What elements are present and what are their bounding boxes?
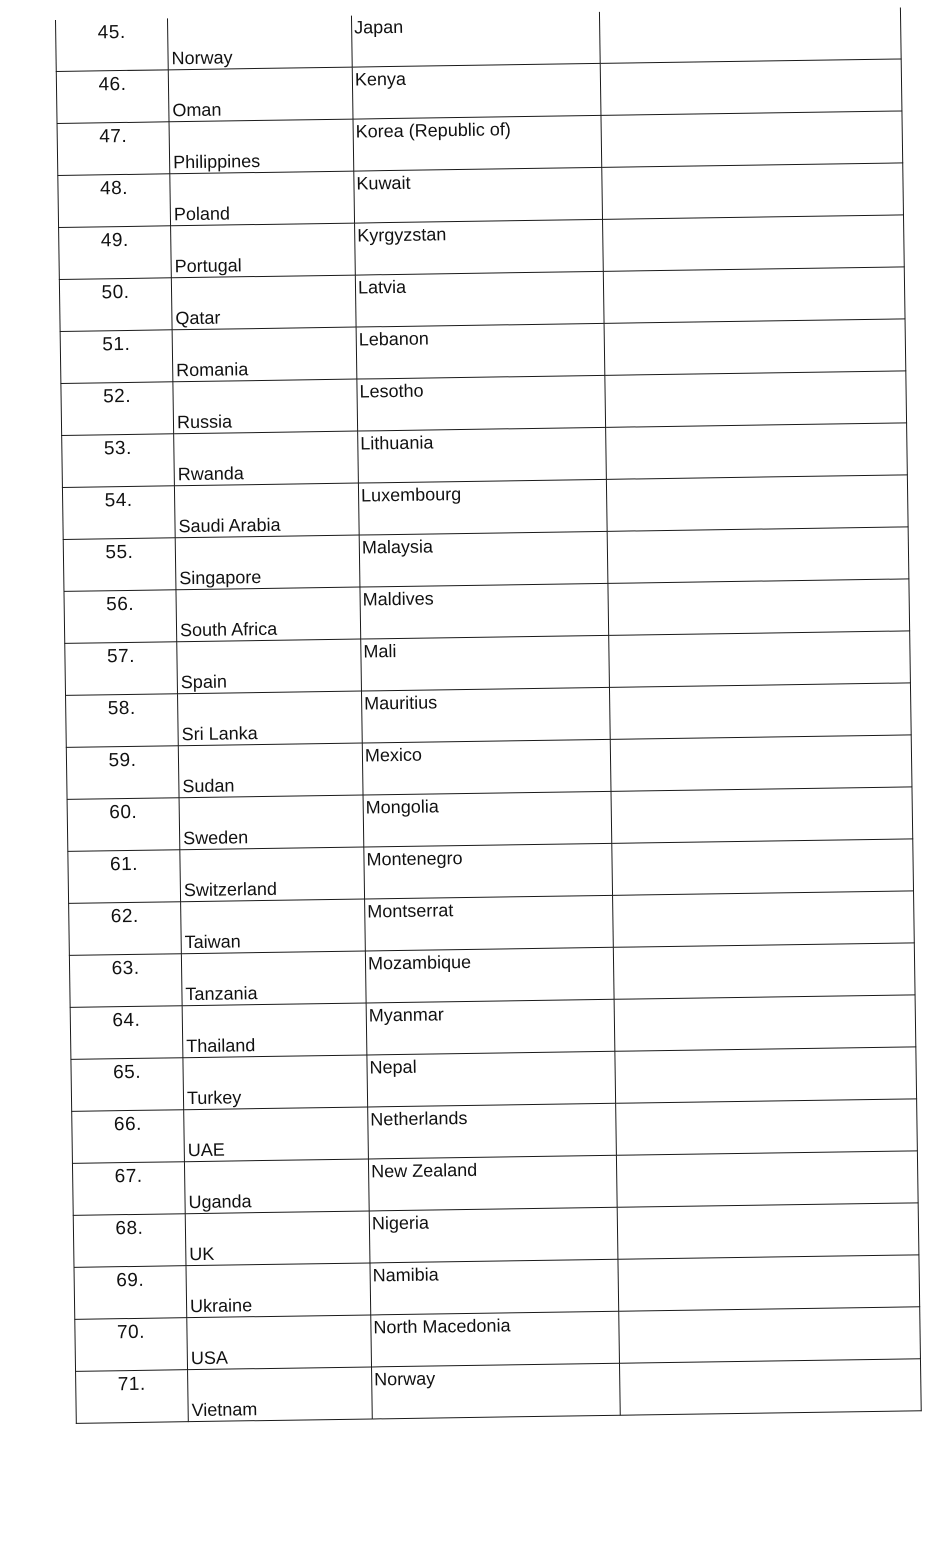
serial-number-cell: [68, 850, 181, 904]
country-a-cell: [181, 951, 366, 1006]
serial-number: 47.: [99, 125, 128, 148]
serial-number-cell: [59, 226, 172, 280]
country-b-cell: [361, 635, 610, 691]
country-b-name: Lithuania: [360, 432, 434, 454]
country-b-cell: [355, 271, 604, 327]
country-table: [55, 7, 922, 1423]
country-a-cell: [187, 1315, 372, 1370]
empty-cell: [604, 319, 906, 375]
country-b-name: Nigeria: [371, 1212, 430, 1234]
country-a-name: Oman: [172, 99, 222, 121]
country-b-cell: [358, 479, 607, 535]
empty-cell: [605, 371, 907, 427]
serial-number: 65.: [112, 1061, 142, 1084]
country-a-name: Ukraine: [189, 1295, 253, 1317]
serial-number: 60.: [109, 801, 138, 824]
serial-number: 69.: [116, 1269, 145, 1292]
country-b-cell: [368, 1103, 617, 1159]
country-b-name: Mali: [363, 641, 397, 662]
serial-number-cell: [66, 746, 179, 800]
country-a-cell: [179, 795, 364, 850]
country-a-name: Uganda: [188, 1191, 252, 1213]
serial-number-cell: [60, 330, 173, 384]
country-b-name: Japan: [353, 16, 404, 38]
country-b-name: Lesotho: [359, 380, 424, 402]
serial-number-cell: [56, 70, 169, 124]
serial-number-cell: [71, 1058, 184, 1112]
country-b-cell: [372, 1363, 621, 1419]
country-a-cell: [180, 847, 365, 902]
serial-number-cell: [72, 1162, 185, 1216]
country-a-name: Norway: [171, 47, 233, 69]
serial-number: 58.: [107, 697, 136, 720]
table-row: [76, 1359, 922, 1424]
country-a-name: Thailand: [186, 1035, 256, 1057]
serial-number-cell: [61, 382, 174, 436]
serial-number-cell: [65, 642, 178, 696]
empty-cell: [606, 475, 908, 531]
serial-number: 56.: [106, 593, 135, 616]
serial-number: 51.: [102, 333, 131, 356]
serial-number: 49.: [100, 229, 129, 252]
country-a-name: Portugal: [174, 255, 242, 277]
country-b-cell: [367, 1051, 616, 1107]
empty-cell: [600, 59, 902, 115]
country-a-cell: [168, 67, 353, 122]
serial-number-cell: [69, 902, 182, 956]
serial-number: 63.: [111, 957, 140, 980]
country-a-name: Poland: [173, 203, 231, 225]
country-b-cell: [360, 583, 609, 639]
serial-number: 52.: [102, 385, 132, 408]
country-b-name: Maldives: [362, 588, 434, 610]
country-a-name: Spain: [180, 671, 228, 693]
country-b-cell: [365, 895, 614, 951]
empty-cell: [603, 267, 905, 323]
country-b-cell: [358, 427, 607, 483]
country-b-name: Mexico: [364, 744, 423, 766]
country-b-name: Mauritius: [364, 692, 438, 714]
serial-number-cell: [57, 122, 170, 176]
empty-cell: [601, 111, 903, 167]
country-b-name: Lebanon: [358, 328, 429, 350]
country-a-name: Singapore: [179, 567, 262, 589]
country-a-cell: [184, 1107, 369, 1162]
serial-number-cell: [73, 1214, 186, 1268]
empty-cell: [612, 839, 914, 895]
country-b-name: Netherlands: [370, 1108, 468, 1130]
country-a-cell: [177, 639, 362, 694]
empty-cell: [608, 579, 910, 635]
empty-cell: [617, 1203, 919, 1259]
country-b-cell: [370, 1259, 619, 1315]
country-a-cell: [174, 431, 359, 486]
serial-number: 46.: [98, 73, 127, 96]
country-b-cell: [357, 375, 606, 431]
country-b-cell: [354, 167, 603, 223]
country-a-name: Philippines: [172, 150, 261, 173]
serial-number-cell: [58, 174, 171, 228]
serial-number: 50.: [101, 281, 130, 304]
country-a-cell: [185, 1211, 370, 1266]
serial-number: 59.: [108, 749, 137, 772]
empty-cell: [619, 1307, 921, 1363]
country-a-name: Tanzania: [185, 983, 258, 1005]
country-b-name: Luxembourg: [360, 484, 462, 506]
serial-number: 54.: [104, 489, 133, 512]
country-a-cell: [182, 1003, 367, 1058]
country-b-cell: [369, 1207, 618, 1263]
country-a-name: UAE: [187, 1139, 225, 1161]
country-b-name: Mozambique: [367, 951, 472, 974]
empty-cell: [599, 7, 901, 63]
country-b-name: North Macedonia: [373, 1315, 511, 1338]
country-a-name: Rwanda: [177, 463, 244, 485]
country-a-name: Turkey: [186, 1087, 242, 1109]
country-a-cell: [178, 743, 363, 798]
serial-number-cell: [59, 278, 172, 332]
serial-number: 70.: [116, 1321, 146, 1344]
country-b-cell: [371, 1311, 620, 1367]
empty-cell: [606, 423, 908, 479]
serial-number: 55.: [105, 541, 134, 564]
country-a-cell: [186, 1263, 371, 1318]
country-a-name: Switzerland: [183, 878, 278, 901]
serial-number-cell: [74, 1266, 187, 1320]
country-a-cell: [169, 119, 354, 174]
country-b-name: New Zealand: [370, 1159, 478, 1182]
country-b-cell: [353, 115, 602, 171]
country-a-name: Sri Lanka: [181, 723, 258, 745]
empty-cell: [610, 735, 912, 791]
country-b-cell: [361, 687, 610, 743]
country-a-name: Vietnam: [191, 1399, 258, 1421]
serial-number: 68.: [115, 1217, 144, 1240]
country-a-cell: [183, 1055, 368, 1110]
country-b-cell: [364, 843, 613, 899]
country-b-cell: [356, 323, 605, 379]
serial-number: 57.: [106, 645, 136, 668]
country-a-name: Russia: [176, 411, 233, 433]
country-b-name: Kenya: [354, 68, 407, 90]
country-b-cell: [366, 999, 615, 1055]
empty-cell: [611, 787, 913, 843]
country-a-name: Taiwan: [184, 931, 241, 953]
empty-cell: [615, 1047, 917, 1103]
country-a-name: Qatar: [175, 307, 221, 329]
country-b-name: Myanmar: [368, 1004, 444, 1026]
empty-cell: [603, 215, 905, 271]
country-a-cell: [170, 171, 355, 226]
serial-number: 66.: [113, 1113, 143, 1136]
country-b-name: Nepal: [369, 1056, 417, 1078]
empty-cell: [613, 943, 915, 999]
country-b-name: Kyrgyzstan: [357, 224, 447, 246]
serial-number: 48.: [99, 177, 129, 200]
serial-number: 62.: [110, 905, 139, 928]
country-a-cell: [172, 327, 357, 382]
serial-number: 61.: [109, 853, 139, 876]
serial-number: 71.: [117, 1373, 146, 1396]
serial-number-cell: [62, 486, 175, 540]
empty-cell: [619, 1359, 921, 1415]
serial-number: 45.: [97, 21, 126, 44]
serial-number-cell: [64, 590, 177, 644]
serial-number-cell: [66, 694, 179, 748]
country-b-name: Montserrat: [367, 900, 454, 922]
serial-number: 67.: [114, 1165, 143, 1188]
serial-number: 53.: [103, 437, 132, 460]
country-b-name: Malaysia: [361, 536, 434, 558]
country-a-cell: [188, 1367, 373, 1422]
country-a-cell: [184, 1159, 369, 1214]
country-b-cell: [363, 791, 612, 847]
country-a-name: Sweden: [183, 827, 249, 849]
empty-cell: [613, 891, 915, 947]
serial-number-cell: [76, 1370, 189, 1424]
country-a-name: Romania: [176, 359, 249, 381]
country-a-name: USA: [190, 1347, 229, 1369]
empty-cell: [618, 1255, 920, 1311]
country-b-name: Norway: [374, 1368, 436, 1390]
country-b-name: Mongolia: [365, 796, 439, 818]
country-b-cell: [362, 739, 611, 795]
country-b-name: Kuwait: [356, 172, 411, 194]
country-b-cell: [352, 63, 601, 119]
country-a-cell: [175, 535, 360, 590]
country-a-cell: [173, 379, 358, 434]
country-a-cell: [167, 16, 352, 70]
country-table-body: [55, 7, 921, 1423]
country-b-cell: [365, 947, 614, 1003]
country-a-name: South Africa: [179, 618, 278, 641]
country-a-cell: [171, 275, 356, 330]
empty-cell: [616, 1099, 918, 1155]
serial-number-cell: [67, 798, 180, 852]
empty-cell: [607, 527, 909, 583]
country-a-cell: [181, 899, 366, 954]
country-b-cell: [368, 1155, 617, 1211]
empty-cell: [614, 995, 916, 1051]
serial-number-cell: [69, 954, 182, 1008]
serial-number: 64.: [112, 1009, 141, 1032]
country-b-name: Namibia: [372, 1264, 439, 1286]
country-b-name: Montenegro: [366, 848, 463, 870]
empty-cell: [602, 163, 904, 219]
country-a-name: Saudi Arabia: [178, 514, 281, 537]
country-b-name: Latvia: [357, 276, 407, 298]
country-a-cell: [174, 483, 359, 538]
country-a-cell: [171, 223, 356, 278]
country-b-cell: [359, 531, 608, 587]
country-a-name: Sudan: [182, 775, 235, 797]
country-a-cell: [176, 587, 361, 642]
country-b-cell: [355, 219, 604, 275]
country-a-cell: [178, 691, 363, 746]
serial-number-cell: [63, 538, 176, 592]
serial-number-cell: [70, 1006, 183, 1060]
serial-number-cell: [55, 18, 168, 71]
empty-cell: [609, 683, 911, 739]
serial-number-cell: [72, 1110, 185, 1164]
country-a-name: UK: [189, 1243, 215, 1265]
empty-cell: [616, 1151, 918, 1207]
serial-number-cell: [75, 1318, 188, 1372]
country-b-cell: [351, 12, 600, 67]
empty-cell: [609, 631, 911, 687]
country-b-name: Korea (Republic of): [355, 119, 511, 142]
serial-number-cell: [62, 434, 175, 488]
